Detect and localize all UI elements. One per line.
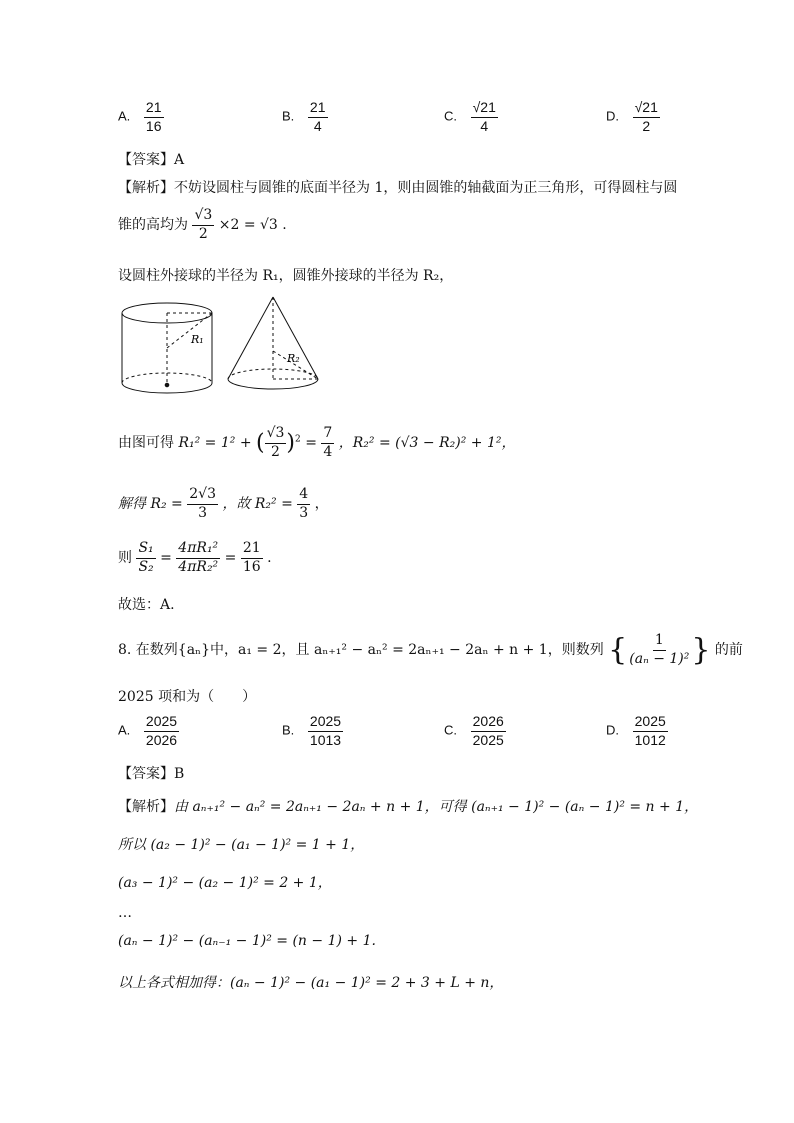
q8-stem-line-2: 2025 项和为（ ） <box>118 689 257 705</box>
option-fraction: $\frac{2025}{2026}$ <box>145 713 178 748</box>
q8-option-a <box>118 713 179 749</box>
q8-option-d <box>606 713 668 749</box>
q8-answer: 【答案】B <box>118 766 185 782</box>
q7-from-figure-line <box>118 425 515 461</box>
equation: ，R₂² = (√3 − R₂)² + 1²， <box>338 435 516 451</box>
equation: 解得 R₂ = <box>118 496 188 512</box>
equation: ，故 R₂² = <box>222 496 298 512</box>
fraction-4-3: $\frac{4}{3}$ <box>299 486 309 521</box>
fraction-21-16: $\frac{21}{16}$ <box>242 540 261 575</box>
fraction-sqrt3-2: $\frac{√3}{2}$ <box>194 207 213 242</box>
analysis-text: 由 aₙ₊₁² − aₙ² = 2aₙ₊₁ − 2aₙ + n + 1，可得 (aₙ₊₁ − 1)² − (aₙ − 1)² = n + 1， <box>174 799 699 815</box>
q8-line-3: (a₃ − 1)² − (a₂ − 1)² = 2 + 1， <box>118 875 332 891</box>
fraction-pi: $\frac{\text{4πR₁²}}{\text{4πR₂²}}$ <box>178 540 219 575</box>
option-fraction: $\frac{√21}{2}$ <box>634 99 658 134</box>
paren-open: ( <box>256 430 265 456</box>
option-fraction: $\frac{√21}{4}$ <box>472 99 496 134</box>
superscript: 2 <box>295 434 301 445</box>
q8-line-6: 以上各式相加得：(aₙ − 1)² − (a₁ − 1)² = 2 + 3 + L + n， <box>118 975 504 991</box>
option-letter: C. <box>444 722 457 738</box>
text: 则 <box>118 550 132 566</box>
analysis-text: 不妨设圆柱与圆锥的底面半径为 1，则由圆锥的轴截面为正三角形，可得圆柱与圆 <box>174 180 678 196</box>
fraction-sequence: $\frac{1}{\text{(aₙ − 1)²}}$ <box>629 632 690 667</box>
option-fraction: $\frac{2025}{1012}$ <box>634 713 666 748</box>
fig-label-r2: R₂ <box>287 352 300 365</box>
option-letter: C. <box>444 108 457 124</box>
stem-text: 8. 在数列{aₙ}中，a₁ = 2，且 aₙ₊₁² − aₙ² = 2aₙ₊₁ − 2aₙ + n + 1，则数列 <box>118 642 604 658</box>
cylinder-shape <box>122 303 212 393</box>
q7-solve-line <box>118 486 329 522</box>
equals: = <box>160 550 172 566</box>
stem-text: 的前 <box>714 642 743 658</box>
q8-stem-line-1 <box>118 632 743 668</box>
q7-option-d <box>606 99 660 135</box>
option-letter: D. <box>606 108 619 124</box>
q7-option-b <box>282 99 328 135</box>
q8-line-2: 所以 (a₂ − 1)² − (a₁ − 1)² = 1 + 1， <box>118 837 365 853</box>
paren-close: ) <box>286 430 296 456</box>
option-fraction: $\frac{21}{4}$ <box>309 99 326 134</box>
brace-close: } <box>691 632 711 668</box>
option-letter: D. <box>606 722 619 738</box>
fraction-2sqrt3-3: $\frac{2√3}{3}$ <box>189 486 216 521</box>
text: 由图可得 <box>118 435 174 451</box>
q8-option-b <box>282 713 343 749</box>
option-fraction: $\frac{2026}{2025}$ <box>472 713 504 748</box>
fraction-sqrt3-2: $\frac{√3}{2}$ <box>266 425 285 460</box>
punct: . <box>267 550 272 566</box>
q7-analysis-line-1 <box>118 177 677 197</box>
q7-option-a <box>118 99 164 135</box>
punct: ， <box>314 496 329 512</box>
fig-label-r1: R₁ <box>191 333 204 346</box>
option-fraction: $\frac{21}{16}$ <box>145 99 162 134</box>
option-letter: A. <box>118 108 131 124</box>
analysis-text: 锥的高均为 <box>118 217 188 233</box>
analysis-label: 【解析】 <box>118 180 174 196</box>
equation: R₁² = 1² + <box>178 435 256 451</box>
fraction-7-4: $\frac{7}{4}$ <box>323 425 333 460</box>
option-fraction: $\frac{2025}{1013}$ <box>309 713 342 748</box>
equals: = <box>224 550 237 566</box>
cone-shape <box>228 297 318 389</box>
q8-line-4: … <box>118 905 132 921</box>
cylinder-cone-figure <box>115 295 325 405</box>
q7-analysis-line-2 <box>118 207 287 243</box>
option-letter: B. <box>282 722 295 738</box>
q7-then-line <box>118 540 272 576</box>
q8-analysis-line-1 <box>118 796 698 816</box>
option-letter: A. <box>118 722 131 738</box>
analysis-text: ×2 = √3 . <box>218 217 287 233</box>
q7-radii-line: 设圆柱外接球的半径为 R₁，圆锥外接球的半径为 R₂， <box>118 268 454 284</box>
analysis-label: 【解析】 <box>118 799 174 815</box>
fraction-s1-s2: $\frac{\text{S₁}}{\text{S₂}}$ <box>138 540 154 575</box>
q8-option-c <box>444 713 506 749</box>
brace-open: { <box>608 632 628 668</box>
q7-answer: 【答案】A <box>118 152 185 168</box>
q7-option-c <box>444 99 498 135</box>
q8-line-5: (aₙ − 1)² − (aₙ₋₁ − 1)² = (n − 1) + 1. <box>118 933 376 949</box>
q7-choose: 故选：A. <box>118 597 175 613</box>
option-letter: B. <box>282 108 295 124</box>
equals: = <box>305 435 322 451</box>
